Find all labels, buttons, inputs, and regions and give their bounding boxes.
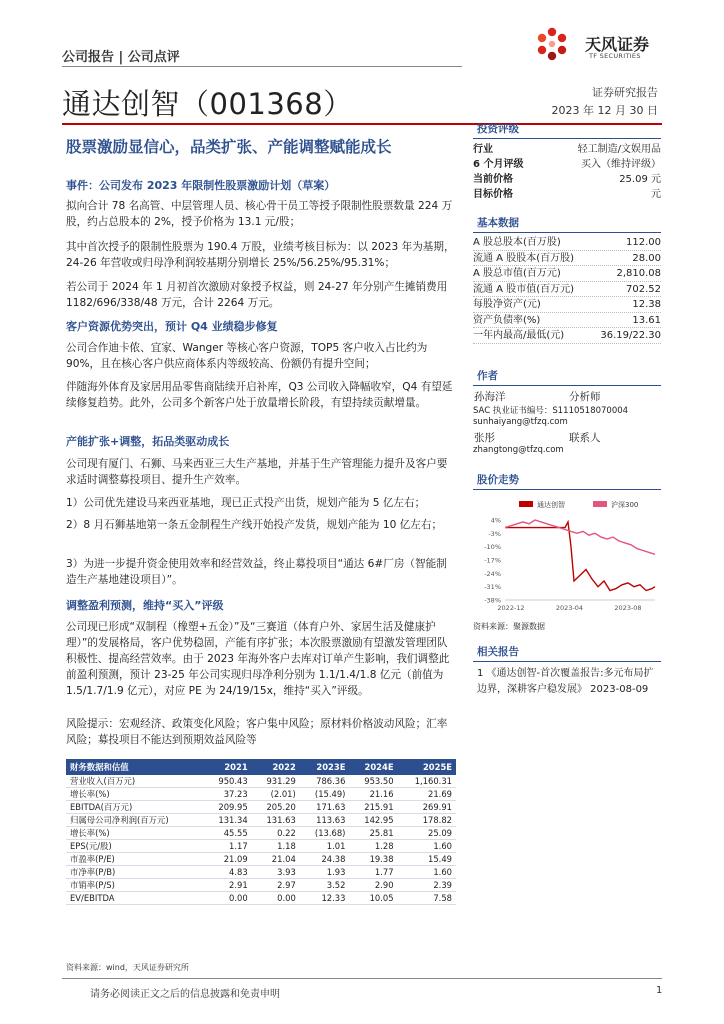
- paragraph: 伴随海外体育及家居用品零售商陆续开启补库，Q3 公司收入降幅收窄，Q4 有望延续修复趋势。此外，公司多个新客户处于放量增长阶段，有望持续贡献增量。: [66, 381, 453, 409]
- rating-label: 6 个月评级: [473, 159, 524, 170]
- related-box: [473, 643, 661, 698]
- legend-swatch: [519, 501, 533, 507]
- table-cell: 269.91: [398, 801, 456, 814]
- report-type: 公司报告 | 公司点评: [62, 50, 180, 65]
- y-tick-label: -17%: [484, 556, 501, 565]
- table-cell: 1.77: [349, 866, 397, 879]
- basic-data-row: [473, 313, 661, 329]
- table-header-cell: 财务数据和估值: [66, 759, 204, 775]
- industry-value: 轻工制造/文娱用品: [577, 144, 661, 155]
- table-row: [66, 879, 456, 892]
- financial-table: [66, 759, 456, 905]
- table-cell: 1.01: [300, 840, 350, 853]
- table-cell: 45.55: [204, 827, 252, 840]
- table-cell: 1.28: [349, 840, 397, 853]
- x-tick-label: 2023-04: [555, 604, 584, 612]
- paragraph: 公司现有厦门、石狮、马来西亚三大生产基地，并基于生产管理能力提升及客户要求适时调整募投项目、提升生产效率。: [66, 458, 448, 486]
- table-header-cell: 2025E: [398, 759, 456, 775]
- paragraph: 拟向合计 78 名高管、中层管理人员、核心骨干员工等授予限制性股票数量 224 万股，约占总股本的 2%，授予价格为 13.1 元/股；: [66, 200, 453, 228]
- basic-data-row: [473, 282, 661, 298]
- table-cell: 37.23: [204, 788, 252, 801]
- table-row: [66, 892, 456, 905]
- y-tick-label: -24%: [484, 569, 501, 578]
- legend-swatch: [593, 501, 607, 507]
- related-report-link[interactable]: 1 《通达创智-首次覆盖报告:多元布局扩边界，深耕客户稳发展》 2023-08-09: [477, 668, 654, 695]
- basic-data-row: [473, 235, 661, 251]
- table-cell: 21.69: [398, 788, 456, 801]
- related-title: 相关报告: [477, 646, 519, 658]
- table-cell: 1.18: [252, 840, 300, 853]
- table-cell: 0.00: [252, 892, 300, 905]
- logo-subtitle: TF SECURITIES: [589, 52, 641, 60]
- table-cell: 171.63: [300, 801, 350, 814]
- paragraph: 公司现已形成“双制程（橡塑+五金）”及“三赛道（体育户外、家居生活及健康护理）”的发展格局，客户优势稳固，产能有序扩张；本次股票激励有望激发管理团队积极性、提高经营效率。由于 2023 年海外客户去库对订单产生影响，我们调整此前盈利预测，预计 23-25 年公司实现归母净利分别为 1.1/1.4/1.8 亿元（前值为 1.5/1.7/1.9 亿元），对应 PE 为 24/19/15x，维持“买入”评级。: [66, 621, 450, 697]
- table-header-cell: 2021: [204, 759, 252, 775]
- table-cell: (2.01): [252, 788, 300, 801]
- authors-box: [473, 367, 661, 458]
- table-cell: 1,160.31: [398, 775, 456, 788]
- table-cell: EPS(元/股): [66, 840, 204, 853]
- footer-divider: [62, 978, 662, 979]
- table-cell: 0.22: [252, 827, 300, 840]
- table-row: [66, 801, 456, 814]
- basic-data-label: A 股总股本(百万股): [473, 237, 561, 248]
- chart-source: 资料来源：聚源数据: [473, 622, 545, 631]
- x-tick-label: 2023-08: [614, 604, 642, 612]
- target-label: 目标价格: [473, 189, 513, 200]
- series-line-沪深300: [505, 520, 655, 554]
- basic-data-title: 基本数据: [477, 217, 519, 229]
- table-cell: 142.95: [349, 814, 397, 827]
- table-cell: 市销率(P/S): [66, 879, 204, 892]
- author-role: 联系人: [569, 432, 601, 444]
- paragraph: 若公司于 2024 年 1 月初首次激励对象授予权益，则 24-27 年分别产生摊销费用 1182/696/338/48 万元，合计 2264 万元。: [66, 281, 448, 309]
- table-cell: EBITDA(百万元): [66, 801, 204, 814]
- basic-data-row: [473, 251, 661, 267]
- table-row: [66, 775, 456, 788]
- basic-data-box: [473, 214, 661, 344]
- table-cell: 2.39: [398, 879, 456, 892]
- table-cell: 25.09: [398, 827, 456, 840]
- table-cell: 24.38: [300, 853, 350, 866]
- list-item: 1）公司优先建设马来西亚基地，现已正式投产出货，规划产能为 5 亿左右；: [66, 497, 426, 509]
- table-cell: 953.50: [349, 775, 397, 788]
- price-label: 当前价格: [473, 174, 513, 185]
- authors-title: 作者: [477, 370, 498, 382]
- table-cell: 7.58: [398, 892, 456, 905]
- basic-data-row: [473, 297, 661, 313]
- section-heading: 调整盈利预测，维持“买入”评级: [66, 599, 224, 612]
- table-cell: (15.49): [300, 788, 350, 801]
- target-value: 元: [651, 189, 661, 200]
- table-cell: 3.93: [252, 866, 300, 879]
- basic-data-label: 一年内最高/最低(元): [473, 330, 565, 341]
- event-heading: 事件：公司发布 2023 年限制性股票激励计划（草案）: [66, 179, 336, 192]
- table-cell: 2.90: [349, 879, 397, 892]
- basic-data-value: 112.00: [626, 237, 661, 248]
- table-row: [66, 788, 456, 801]
- table-cell: 0.00: [204, 892, 252, 905]
- page-title: 通达创智（001368）: [62, 87, 353, 121]
- table-row: [66, 827, 456, 840]
- table-cell: 113.63: [300, 814, 350, 827]
- basic-data-label: 流通 A 股市值(百万元): [473, 283, 575, 295]
- table-row: [66, 840, 456, 853]
- table-cell: 205.20: [252, 801, 300, 814]
- table-cell: 2.91: [204, 879, 252, 892]
- table-cell: 1.60: [398, 866, 456, 879]
- paragraph: 公司合作迪卡侬、宜家、Wanger 等核心客户资源，TOP5 客户收入占比约为 90%，且在核心客户供应商体系内等级较高、份额仍有提升空间；: [66, 342, 428, 370]
- table-cell: 15.49: [398, 853, 456, 866]
- risk-note: 风险提示：宏观经济、政策变化风险；客户集中风险；原材料价格波动风险；汇率风险；募投项目不能达到预期效益风险等: [66, 718, 448, 746]
- table-cell: 21.16: [349, 788, 397, 801]
- table-header-cell: 2023E: [300, 759, 350, 775]
- price-value: 25.09 元: [619, 174, 661, 185]
- basic-data-value: 702.52: [626, 283, 661, 295]
- table-cell: 增长率(%): [66, 827, 204, 840]
- footer-disclaimer: 请务必阅读正文之后的信息披露和免责申明: [90, 989, 280, 1000]
- basic-data-label: 流通 A 股股本(百万股): [473, 252, 575, 264]
- basic-data-row: [473, 328, 661, 344]
- section-heading: 产能扩张+调整，拓品类驱动成长: [66, 435, 230, 448]
- table-row: [66, 814, 456, 827]
- table-source: 资料来源：wind，天风证券研究所: [66, 963, 189, 972]
- y-tick-label: 4%: [490, 516, 501, 525]
- basic-data-value: 12.38: [632, 299, 661, 310]
- table-cell: 10.05: [349, 892, 397, 905]
- legend-label: 通达创智: [537, 501, 565, 509]
- table-row: [66, 866, 456, 879]
- header-divider: [62, 66, 462, 67]
- table-cell: 131.63: [252, 814, 300, 827]
- author-name: 孙海洋: [474, 391, 506, 403]
- chart-title-box: [473, 471, 661, 490]
- basic-data-value: 2,810.08: [616, 268, 661, 279]
- table-cell: 归属母公司净利润(百万元): [66, 814, 204, 827]
- table-cell: 4.83: [204, 866, 252, 879]
- y-tick-label: -38%: [484, 596, 501, 605]
- table-cell: 215.91: [349, 801, 397, 814]
- table-cell: 178.82: [398, 814, 456, 827]
- table-cell: 1.60: [398, 840, 456, 853]
- basic-data-row: [473, 266, 661, 282]
- table-header-cell: 2022: [252, 759, 300, 775]
- table-cell: 12.33: [300, 892, 350, 905]
- table-cell: 950.43: [204, 775, 252, 788]
- basic-data-value: 28.00: [632, 252, 661, 264]
- basic-data-label: 每股净资产(元): [473, 299, 541, 310]
- rating-box: [473, 120, 661, 202]
- table-cell: 1.17: [204, 840, 252, 853]
- list-item: 2）8 月石狮基地第一条五金制程生产线开始投产发货，规划产能为 10 亿左右；: [66, 519, 443, 531]
- report-subtitle: 股票激励显信心，品类扩张、产能调整赋能成长: [66, 138, 392, 156]
- table-cell: EV/EBITDA: [66, 892, 204, 905]
- table-cell: 市盈率(P/E): [66, 853, 204, 866]
- author-email[interactable]: sunhaiyang@tfzq.com: [473, 417, 568, 427]
- author-email[interactable]: zhangtong@tfzq.com: [473, 445, 564, 455]
- author-sac: SAC 执业证书编号：S1110518070004: [473, 406, 629, 416]
- y-tick-label: -31%: [484, 583, 501, 592]
- table-cell: 19.38: [349, 853, 397, 866]
- rating-value: 买入（维持评级）: [581, 159, 661, 170]
- author-role: 分析师: [569, 391, 601, 403]
- list-item: 3）为进一步提升资金使用效率和经营效益，终止募投项目“通达 6#厂房（智能制造生产基地建设项目）”。: [66, 558, 447, 586]
- page-number: 1: [656, 985, 663, 996]
- table-cell: 3.52: [300, 879, 350, 892]
- table-header-cell: 2024E: [349, 759, 397, 775]
- table-cell: 786.36: [300, 775, 350, 788]
- table-cell: 131.34: [204, 814, 252, 827]
- table-cell: 21.09: [204, 853, 252, 866]
- table-cell: 市净率(P/B): [66, 866, 204, 879]
- table-cell: 2.97: [252, 879, 300, 892]
- price-chart: [473, 494, 663, 616]
- report-date: 2023 年 12 月 30 日: [551, 104, 658, 117]
- y-tick-label: -10%: [484, 543, 501, 552]
- logo-name: 天风证券: [585, 35, 650, 54]
- author-name: 张彤: [474, 432, 495, 444]
- industry-label: 行业: [473, 144, 493, 155]
- table-cell: 25.81: [349, 827, 397, 840]
- table-cell: 209.95: [204, 801, 252, 814]
- basic-data-value: 13.61: [632, 314, 661, 326]
- y-tick-label: -3%: [488, 529, 501, 538]
- table-cell: 增长率(%): [66, 788, 204, 801]
- table-cell: 931.29: [252, 775, 300, 788]
- x-tick-label: 2022-12: [497, 604, 525, 612]
- chart-title: 股价走势: [477, 474, 519, 486]
- section-heading: 客户资源优势突出，预计 Q4 业绩稳步修复: [66, 320, 278, 333]
- basic-data-value: 36.19/22.30: [600, 330, 661, 341]
- rating-title: 投资评级: [477, 123, 519, 135]
- basic-data-label: A 股总市值(百万元): [473, 268, 561, 279]
- table-row: [66, 853, 456, 866]
- table-cell: 1.93: [300, 866, 350, 879]
- legend-label: 沪深300: [611, 501, 639, 509]
- basic-data-label: 资产负债率(%): [473, 314, 541, 326]
- table-cell: (13.68): [300, 827, 350, 840]
- paragraph: 其中首次授予的限制性股票为 190.4 万股，业绩考核目标为：以 2023 年为基期，24-26 年营收或归母净利润较基期分别增长 25%/56.25%/95.31%；: [66, 241, 455, 269]
- table-cell: 营业收入(百万元): [66, 775, 204, 788]
- report-kind: 证券研究报告: [592, 86, 658, 99]
- table-cell: 21.04: [252, 853, 300, 866]
